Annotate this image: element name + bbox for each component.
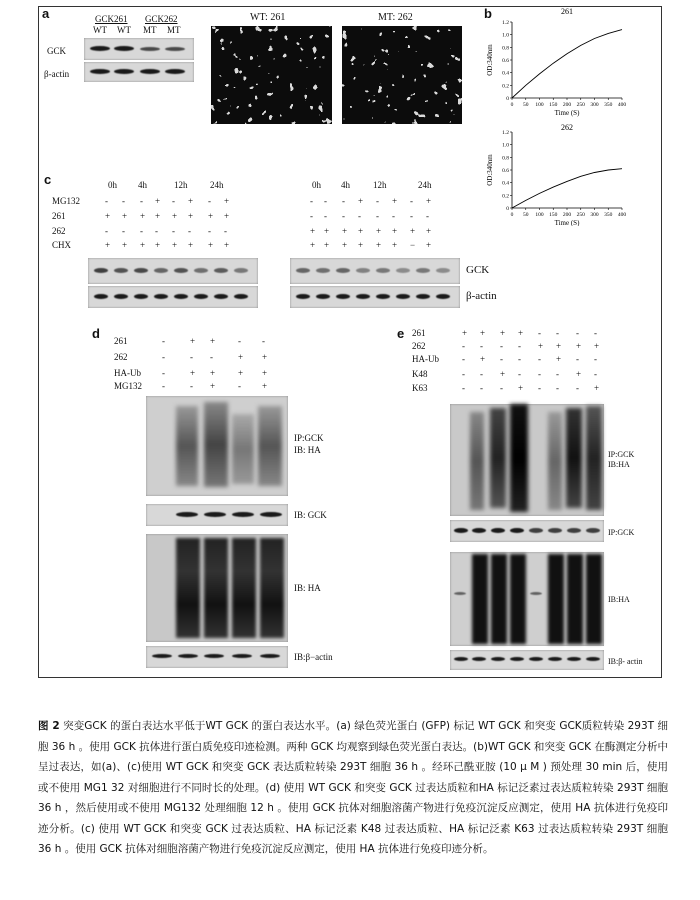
micro-title-mt: MT: 262	[378, 12, 413, 23]
treatment-sign: -	[518, 369, 521, 379]
blot-e-ib-ha	[450, 552, 604, 646]
blot-e-label-actin: IB:β- actin	[608, 657, 643, 666]
treatment-sign: +	[262, 381, 268, 391]
blot-e-label-ipgck: IP:GCK	[608, 450, 635, 459]
treatment-row-label: 262	[52, 226, 66, 236]
blot-e-label-ibha: IB:HA	[608, 460, 630, 469]
y-tick-label: 0	[506, 206, 509, 212]
series-line	[512, 30, 622, 98]
time-label: 4h	[341, 180, 350, 190]
treatment-sign: -	[172, 196, 175, 206]
treatment-sign: +	[594, 383, 600, 393]
treatment-sign: -	[310, 211, 313, 221]
x-tick-label: 150	[549, 102, 558, 108]
treatment-sign: -	[594, 328, 597, 338]
y-tick-label: 0.2	[502, 193, 509, 200]
treatment-sign: -	[208, 196, 211, 206]
treatment-sign: +	[188, 196, 194, 206]
time-label: 4h	[138, 180, 147, 190]
treatment-sign: +	[556, 354, 562, 364]
blot-d-actin	[146, 646, 288, 668]
treatment-sign: -	[480, 369, 483, 379]
y-tick-label: 1.2	[502, 20, 509, 26]
treatment-sign: -	[122, 226, 125, 236]
treatment-sign: -	[500, 383, 503, 393]
treatment-sign: -	[162, 368, 165, 378]
treatment-sign: -	[556, 369, 559, 379]
blot-d-label-ibha2: IB: HA	[294, 583, 321, 593]
treatment-sign: -	[122, 196, 125, 206]
blot-a-gck	[84, 38, 194, 60]
treatment-sign: +	[392, 240, 398, 250]
treatment-sign: +	[208, 211, 214, 221]
lane-label: MT	[143, 25, 157, 35]
treatment-sign: -	[594, 369, 597, 379]
treatment-sign: -	[208, 226, 211, 236]
treatment-sign: -	[155, 226, 158, 236]
treatment-sign: -	[518, 341, 521, 351]
panel-e-label: e	[397, 326, 405, 341]
panel-c-label: c	[44, 172, 52, 187]
treatment-row-label: MG132	[52, 196, 81, 206]
blot-c-right-actin	[290, 286, 460, 308]
treatment-sign: +	[518, 328, 524, 338]
treatment-sign: -	[310, 196, 313, 206]
treatment-sign: -	[376, 196, 379, 206]
x-tick-label: 300	[590, 102, 599, 108]
treatment-sign: +	[238, 368, 244, 378]
treatment-sign: +	[480, 328, 486, 338]
treatment-sign: -	[342, 196, 345, 206]
treatment-sign: +	[140, 211, 146, 221]
blot-c-right-gck	[290, 258, 460, 284]
treatment-sign: -	[480, 383, 483, 393]
treatment-sign: -	[538, 369, 541, 379]
panel-d-label: d	[92, 326, 100, 341]
treatment-sign: +	[500, 328, 506, 338]
treatment-sign: +	[224, 240, 230, 250]
micrograph-mt	[342, 26, 462, 124]
treatment-sign: -	[262, 336, 265, 346]
time-label: 24h	[418, 180, 432, 190]
treatment-sign: +	[576, 369, 582, 379]
treatment-sign: +	[426, 226, 432, 236]
y-tick-label: 0.6	[502, 168, 509, 174]
treatment-sign: -	[140, 196, 143, 206]
time-label: 12h	[174, 180, 188, 190]
treatment-sign: -	[324, 196, 327, 206]
chart-title: 262	[561, 123, 573, 132]
treatment-sign: +	[358, 240, 364, 250]
treatment-sign: -	[538, 354, 541, 364]
treatment-row-label: 261	[114, 336, 128, 346]
blot-e-ip-gck	[450, 520, 604, 542]
treatment-row-label: CHX	[52, 240, 72, 250]
treatment-sign: +	[208, 240, 214, 250]
treatment-sign: -	[172, 226, 175, 236]
gck-row-label: GCK	[47, 46, 67, 56]
treatment-sign: +	[310, 240, 316, 250]
actin-row-label: β-actin	[44, 69, 70, 79]
treatment-sign: +	[105, 211, 111, 221]
treatment-sign: -	[410, 211, 413, 221]
micrograph-wt	[211, 26, 332, 124]
x-axis-label: Time (S)	[554, 219, 580, 226]
y-tick-label: 1.0	[502, 142, 509, 149]
y-axis-label: OD:340nm	[486, 44, 494, 76]
x-tick-label: 250	[576, 102, 585, 108]
blot-d-ip-ha	[146, 396, 288, 496]
time-label: 0h	[108, 180, 117, 190]
treatment-row-label: 261	[412, 328, 426, 338]
treatment-sign: +	[392, 226, 398, 236]
blot-d-label-ipgck: IP:GCK	[294, 433, 324, 443]
treatment-sign: +	[500, 369, 506, 379]
treatment-row-label: HA-Ub	[412, 354, 439, 364]
treatment-sign: -	[426, 211, 429, 221]
treatment-sign: +	[358, 226, 364, 236]
blot-e-ip-ha	[450, 404, 604, 516]
treatment-sign: +	[342, 240, 348, 250]
treatment-sign: +	[556, 341, 562, 351]
treatment-sign: -	[105, 226, 108, 236]
blot-d-ib-ha	[146, 534, 288, 642]
series-line	[512, 169, 622, 208]
treatment-sign: +	[324, 240, 330, 250]
y-tick-label: 0.2	[502, 83, 509, 90]
y-tick-label: 0.4	[502, 70, 509, 77]
blot-c-left-gck	[88, 258, 258, 284]
treatment-sign: -	[224, 226, 227, 236]
treatment-sign: +	[155, 196, 161, 206]
treatment-sign: -	[210, 352, 213, 362]
construct-label-262: GCK262	[145, 14, 178, 24]
treatment-sign: +	[262, 352, 268, 362]
x-axis-label: Time (S)	[554, 109, 580, 117]
treatment-row-label: K63	[412, 383, 428, 393]
y-tick-label: 0.6	[502, 58, 509, 64]
treatment-sign: +	[594, 341, 600, 351]
treatment-sign: +	[358, 196, 364, 206]
treatment-sign: +	[188, 240, 194, 250]
blot-d-label-ibgck: IB: GCK	[294, 510, 327, 520]
treatment-sign: +	[376, 240, 382, 250]
caption-fig-number: 图 2	[38, 720, 60, 732]
treatment-row-label: 261	[52, 211, 66, 221]
x-tick-label: 400	[617, 102, 627, 108]
x-tick-label: 400	[617, 212, 627, 218]
treatment-sign: -	[238, 336, 241, 346]
treatment-sign: -	[462, 369, 465, 379]
treatment-sign: +	[462, 328, 468, 338]
lane-label: WT	[117, 25, 131, 35]
treatment-sign: +	[210, 381, 216, 391]
treatment-row-label: K48	[412, 369, 428, 379]
treatment-row-label: 262	[412, 341, 426, 351]
blot-c-left-actin	[88, 286, 258, 308]
treatment-sign: -	[188, 226, 191, 236]
y-tick-label: 0.8	[502, 155, 509, 162]
treatment-row-label: HA-Ub	[114, 368, 141, 378]
time-label: 0h	[312, 180, 321, 190]
blot-c-gck-label: GCK	[466, 264, 490, 276]
treatment-sign: +	[122, 211, 128, 221]
time-label: 12h	[373, 180, 387, 190]
x-tick-label: 100	[535, 212, 544, 218]
treatment-sign: -	[556, 383, 559, 393]
treatment-sign: +	[262, 368, 268, 378]
x-tick-label: 200	[562, 102, 572, 108]
x-tick-label: 150	[549, 212, 558, 218]
y-tick-label: 1.0	[502, 32, 509, 39]
treatment-sign: +	[172, 211, 178, 221]
treatment-sign: +	[376, 226, 382, 236]
treatment-sign: +	[518, 383, 524, 393]
treatment-sign: +	[426, 240, 432, 250]
treatment-sign: -	[410, 196, 413, 206]
treatment-sign: -	[162, 352, 165, 362]
treatment-sign: +	[188, 211, 194, 221]
caption-text: 突变GCK 的蛋白表达水平低于WT GCK 的蛋白表达水平。(a) 绿色荧光蛋白 (GFP) 标记 WT GCK 和突变 GCK质粒转染 293T 细胞 36 h 。使用 GCK 抗体进行蛋白质免疫印迹检测。两种 GCK 均观察到绿色荧光蛋白表达。(b)WT GCK 和突变 GCK 在酶测定分析中呈过表达，如(a)、(c)使用 WT GCK 和突变 GCK 表达质粒转染 293T 细胞 36 h 。经环己酰亚胺 (10 μ M ) 预处理 30 min 后，使用或不使用 MG1 32 对细胞进行不同时长的处理。(d) 使用 WT GCK 和突变 GCK 过表达质粒和HA 标记泛素过表达质粒转染 293T 细胞 36 h ，然后使用或不使用 MG132 处理细胞 12 h 。使用 GCK 抗体对细胞溶菌产物进行免疫沉淀反应测定，使用 HA 抗体进行免疫印迹分析。(c) 使用 WT GCK 和突变 GCK 过表达质粒、HA 标记泛素 K48 过表达质粒、HA 标记泛素 K63 过表达质粒转染 293T 细胞 36 h 。使用 GCK 抗体对细胞溶菌产物进行免疫沉淀反应测定，使用 HA 抗体进行免疫印迹分析。	[38, 720, 668, 855]
treatment-sign: +	[392, 196, 398, 206]
y-axis-label: OD:340nm	[486, 154, 494, 186]
panel-a-label: a	[42, 6, 50, 21]
treatment-sign: +	[210, 368, 216, 378]
treatment-sign: +	[155, 211, 161, 221]
treatment-sign: -	[538, 328, 541, 338]
blot-a-actin	[84, 62, 194, 82]
treatment-sign: +	[342, 226, 348, 236]
treatment-sign: -	[500, 341, 503, 351]
x-tick-label: 50	[523, 212, 529, 218]
blot-d-ib-gck	[146, 504, 288, 526]
x-tick-label: 0	[510, 102, 514, 108]
chart-title: 261	[561, 7, 573, 16]
treatment-sign: +	[172, 240, 178, 250]
construct-label-261: GCK261	[95, 14, 128, 24]
treatment-sign: +	[538, 341, 544, 351]
treatment-row-label: MG132	[114, 381, 143, 391]
y-tick-label: 0.8	[502, 45, 509, 52]
x-tick-label: 300	[590, 212, 599, 218]
treatment-sign: -	[480, 341, 483, 351]
treatment-sign: -	[576, 383, 579, 393]
x-tick-label: 100	[535, 102, 544, 108]
treatment-sign: +	[210, 336, 216, 346]
treatment-sign: -	[576, 354, 579, 364]
treatment-sign: +	[576, 341, 582, 351]
treatment-sign: -	[162, 381, 165, 391]
treatment-sign: +	[122, 240, 128, 250]
treatment-sign: -	[140, 226, 143, 236]
treatment-sign: -	[594, 354, 597, 364]
treatment-sign: -	[462, 354, 465, 364]
x-tick-label: 0	[510, 212, 514, 218]
treatment-sign: -	[376, 211, 379, 221]
treatment-sign: -	[105, 196, 108, 206]
blot-d-label-ibha: IB: HA	[294, 445, 321, 455]
figure-caption	[38, 716, 668, 860]
treatment-sign: +	[310, 226, 316, 236]
treatment-sign: -	[358, 211, 361, 221]
treatment-sign: -	[462, 383, 465, 393]
treatment-sign: +	[480, 354, 486, 364]
treatment-sign: -	[538, 383, 541, 393]
treatment-sign: −	[410, 240, 416, 250]
blot-e-label-ibha2: IB:HA	[608, 595, 630, 604]
x-tick-label: 350	[604, 102, 613, 108]
x-tick-label: 50	[523, 102, 529, 108]
treatment-sign: +	[190, 336, 196, 346]
blot-e-actin	[450, 650, 604, 670]
y-tick-label: 1.2	[502, 130, 509, 136]
blot-c-actin-label: β-actin	[466, 290, 497, 302]
treatment-sign: -	[342, 211, 345, 221]
treatment-sign: +	[224, 196, 230, 206]
y-tick-label: 0.4	[502, 180, 509, 187]
lane-label: MT	[167, 25, 181, 35]
treatment-sign: +	[224, 211, 230, 221]
treatment-sign: -	[556, 328, 559, 338]
treatment-sign: -	[500, 354, 503, 364]
treatment-sign: -	[518, 354, 521, 364]
blot-e-label-ipgck2: IP:GCK	[608, 528, 635, 537]
treatment-sign: -	[190, 381, 193, 391]
treatment-sign: -	[576, 328, 579, 338]
treatment-sign: -	[162, 336, 165, 346]
chart-261	[472, 4, 662, 226]
treatment-sign: -	[462, 341, 465, 351]
treatment-sign: +	[140, 240, 146, 250]
treatment-sign: +	[238, 352, 244, 362]
treatment-sign: -	[190, 352, 193, 362]
treatment-sign: +	[324, 226, 330, 236]
treatment-sign: -	[392, 211, 395, 221]
blot-d-label-actin: IB:β−actin	[294, 652, 333, 662]
lane-label: WT	[93, 25, 107, 35]
treatment-sign: +	[410, 226, 416, 236]
x-tick-label: 250	[576, 212, 585, 218]
treatment-sign: +	[155, 240, 161, 250]
treatment-sign: +	[426, 196, 432, 206]
micro-title-wt: WT: 261	[250, 12, 286, 23]
treatment-sign: +	[105, 240, 111, 250]
treatment-sign: -	[324, 211, 327, 221]
treatment-sign: -	[238, 381, 241, 391]
panel-b-label: b	[484, 6, 492, 21]
x-tick-label: 350	[604, 212, 613, 218]
treatment-row-label: 262	[114, 352, 128, 362]
x-tick-label: 200	[562, 212, 572, 218]
y-tick-label: 0	[506, 96, 509, 102]
time-label: 24h	[210, 180, 224, 190]
treatment-sign: +	[190, 368, 196, 378]
